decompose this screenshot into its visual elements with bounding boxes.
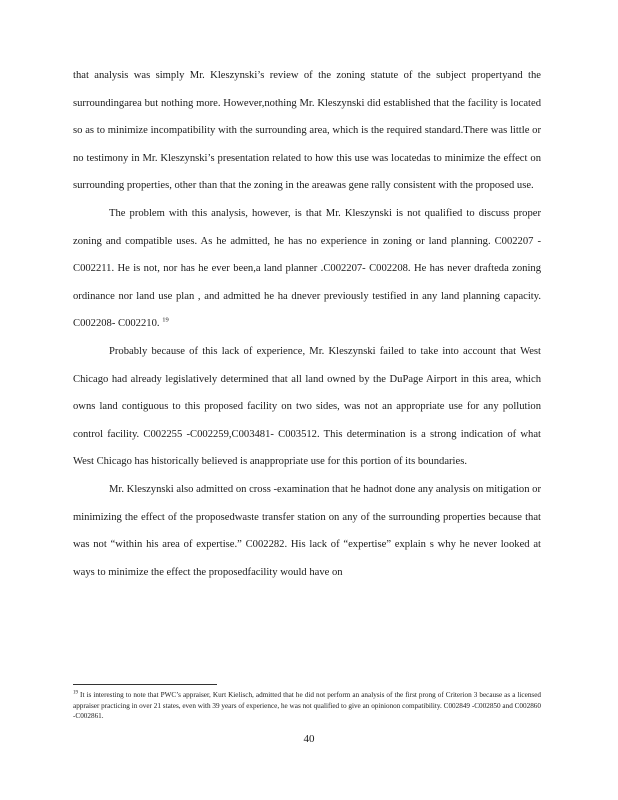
body-text xyxy=(73,62,541,586)
paragraph-1 xyxy=(73,62,541,200)
paragraph-3 xyxy=(73,338,541,476)
footnote-divider xyxy=(73,684,217,685)
footnote-text: It is interesting to note that PWC’s appraiser, Kurt Kielisch, admitted that he did not perform an analysis of the first prong of Criterion 3 because as a licensed appraiser practicing in over 21 states, even with 39 years of experience, he was not qualified to give an opinionon compatibility. C002849 -C002850 and C002860 -C002861. xyxy=(73,691,541,721)
footnote-reference[interactable]: 19 xyxy=(162,316,169,324)
paragraph-2-text: The problem with this analysis, however, is that Mr. Kleszynski is not qualified to discuss proper zoning and compatible uses. As he admitted, he has no experience in zoning or land planning. C002207 -C002211. He is not, nor has he ever been,a land planner .C002207- C002208. He has never draftedа zoning ordinance nor land use plan , and admitted he ha dnever previously testified in any land planning capacity. C002208- C002210. xyxy=(73,207,541,330)
page-number: 40 xyxy=(303,733,315,745)
paragraph-4-text: Mr. Kleszynski also admitted on cross -examination that he hadnot done any analysis on mitigation or minimizing the effect of the proposedwaste transfer station on any of the surrounding properties because that was not “within his area of expertise.” C002282. His lack of “expertise” explain s why he never looked at ways to minimize the effect the proposedfacility would have on xyxy=(73,483,541,578)
paragraph-1-text: that analysis was simply Mr. Kleszynski’s review of the zoning statute of the subject propertyand the surroundingarea but nothing more. However,nothing Mr. Kleszynski did established that the facility is located so as to minimize incompatibility with the surrounding area, which is the required standard.There was little or no testimony in Mr. Kleszynski’s presentation related to how this use was locatedas to minimize the effect on surrounding properties, other than that the zoning in the areawas gene rally consistent with the proposed use. xyxy=(73,70,541,192)
paragraph-4 xyxy=(73,476,541,586)
footnote xyxy=(73,690,541,722)
paragraph-2 xyxy=(73,200,541,338)
footnote-mark: 19 xyxy=(73,690,78,696)
paragraph-3-text: Probably because of this lack of experience, Mr. Kleszynski failed to take into account that West Chicago had already legislatively determined that all land owned by the DuPage Airport in this area, which owns land contiguous to this proposed facility on two sides, was not an appropriate use for any pollution control facility. C002255 -C002259,C003481- C003512. This determination is a strong indication of what West Chicago has historically believed is anappropriate use for this portion of its boundaries. xyxy=(73,345,541,468)
